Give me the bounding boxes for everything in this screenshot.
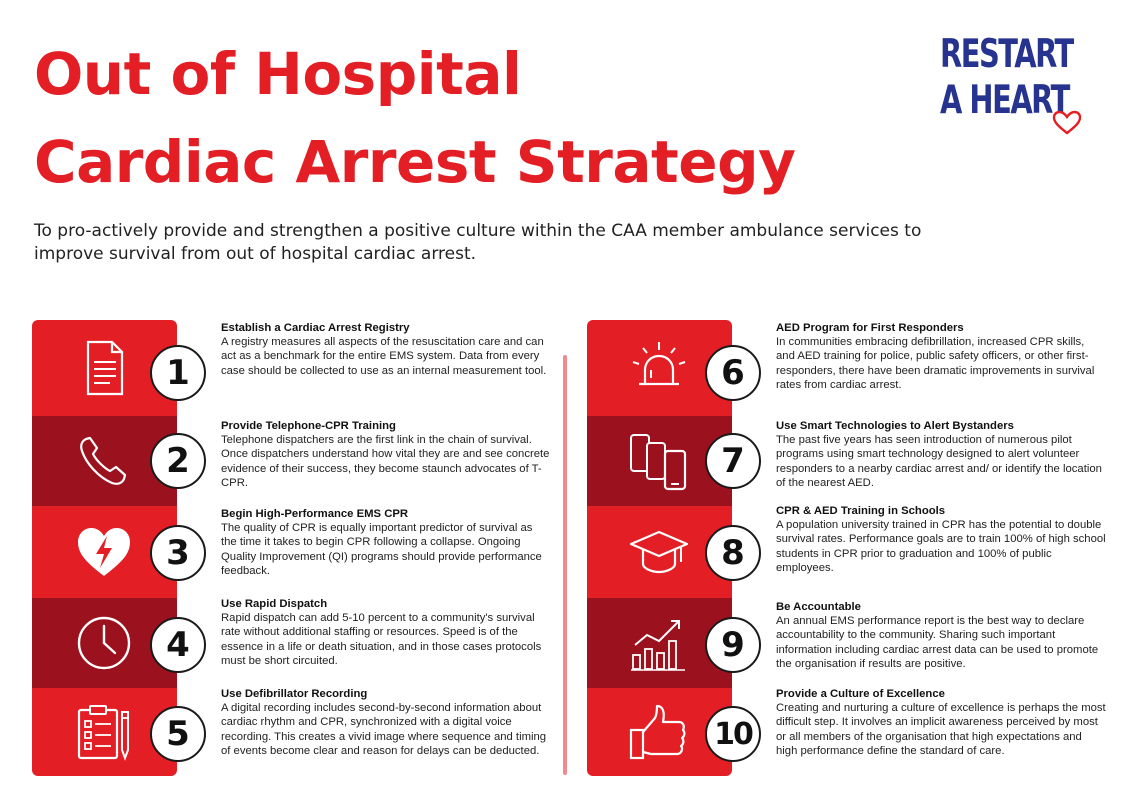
step-heading: CPR & AED Training in Schools — [776, 505, 946, 517]
step-number-6: 6 — [705, 345, 761, 401]
step-8-text — [776, 504, 1106, 575]
step-3-text — [221, 507, 551, 578]
siren-icon — [629, 338, 689, 398]
logo-line-2: A HEART — [940, 78, 1069, 123]
step-7-text — [776, 419, 1106, 490]
step-body: Rapid dispatch can add 5-10 percent to a community's survival rate without additional staffing or resources. Speed is of the essence in a life or death situation, and in those cases protocols must be short circuited. — [221, 612, 542, 667]
logo-line-1: RESTART — [940, 32, 1073, 77]
step-number-5: 5 — [150, 706, 206, 762]
thumbs-up-icon — [629, 702, 689, 762]
step-number-7: 7 — [705, 433, 761, 489]
title-line-1: Out of Hospital — [34, 40, 522, 108]
step-body: A digital recording includes second-by-second information about cardiac rhythm and CPR, synchronized with a digital voice recording. This creates a vivid image where sequence and timing of events become clear and reason for delays can be deducted. — [221, 702, 547, 757]
phone-icon — [74, 431, 134, 491]
step-number-10: 10 — [705, 706, 761, 762]
step-body: An annual EMS performance report is the best way to declare accountability to the community. Sharing such important information including cardiac arrest data can be used to promote the organisation if results are positive. — [776, 615, 1099, 670]
step-heading: Begin High-Performance EMS CPR — [221, 508, 409, 520]
step-body: The quality of CPR is equally important predictor of survival as the time it takes to begin CPR following a collapse. Ongoing Quality Improvement (QI) programs should provide performance feedback. — [221, 522, 542, 577]
step-heading: Provide a Culture of Excellence — [776, 688, 945, 700]
page-title — [34, 30, 795, 206]
step-number-4: 4 — [150, 617, 206, 673]
graduation-cap-icon — [629, 522, 689, 582]
step-body: Creating and nurturing a culture of excellence is perhaps the most difficult step. It involves an implicit awareness perceived by most or all members of the organisation that high expectations and high performance define the standard of care. — [776, 702, 1106, 757]
smartphones-icon — [629, 431, 689, 491]
step-5-text — [221, 687, 551, 758]
step-number-8: 8 — [705, 525, 761, 581]
step-number-3: 3 — [150, 525, 206, 581]
clock-icon — [74, 613, 134, 673]
step-number-1: 1 — [150, 345, 206, 401]
step-body: The past five years has seen introduction of numerous pilot programs using smart technology designed to alert volunteer responders to a nearby cardiac arrest and/ or identify the location of the nearest AED. — [776, 434, 1102, 489]
heart-defib-icon — [74, 522, 134, 582]
page-subtitle: To pro-actively provide and strengthen a positive culture within the CAA member ambulance services to improve survival from out of hospital cardiac arrest. — [34, 221, 922, 264]
step-2-text — [221, 419, 551, 490]
step-heading: Use Rapid Dispatch — [221, 598, 328, 610]
step-4-text — [221, 597, 551, 668]
step-body: A population university trained in CPR has the potential to double survival rates. Performance goals are to train 100% of high school students in CPR prior to graduation and 100% of public employees. — [776, 519, 1106, 574]
step-6-text — [776, 321, 1106, 392]
title-line-2: Cardiac Arrest Strategy — [34, 128, 796, 196]
step-heading: Provide Telephone-CPR Training — [221, 420, 396, 432]
step-heading: Establish a Cardiac Arrest Registry — [221, 322, 410, 334]
step-1-text — [221, 321, 551, 378]
document-icon — [74, 338, 134, 398]
step-number-9: 9 — [705, 617, 761, 673]
step-body: Telephone dispatchers are the first link in the chain of survival. Once dispatchers understand how vital they are and see concrete evidence of their success, they become staunch advocates of T-CPR. — [221, 434, 550, 489]
step-heading: AED Program for First Responders — [776, 322, 964, 334]
step-10-text — [776, 687, 1106, 758]
column-divider — [563, 355, 567, 775]
step-heading: Use Smart Technologies to Alert Bystanders — [776, 420, 1014, 432]
step-number-2: 2 — [150, 433, 206, 489]
step-body: A registry measures all aspects of the resuscitation care and can act as a benchmark for the entire EMS system. Data from every case should be collected to use as an internal measurement tool. — [221, 336, 547, 377]
step-9-text — [776, 600, 1106, 671]
clipboard-checklist-icon — [74, 702, 134, 762]
step-heading: Use Defibrillator Recording — [221, 688, 368, 700]
logo-heart-icon — [1052, 110, 1082, 136]
step-heading: Be Accountable — [776, 601, 861, 613]
growth-chart-icon — [629, 613, 689, 673]
step-body: In communities embracing defibrillation, increased CPR skills, and AED training for police, public safety officers, or other first-responders, there have been dramatic improvements in survival rates from cardiac arrest. — [776, 336, 1095, 391]
